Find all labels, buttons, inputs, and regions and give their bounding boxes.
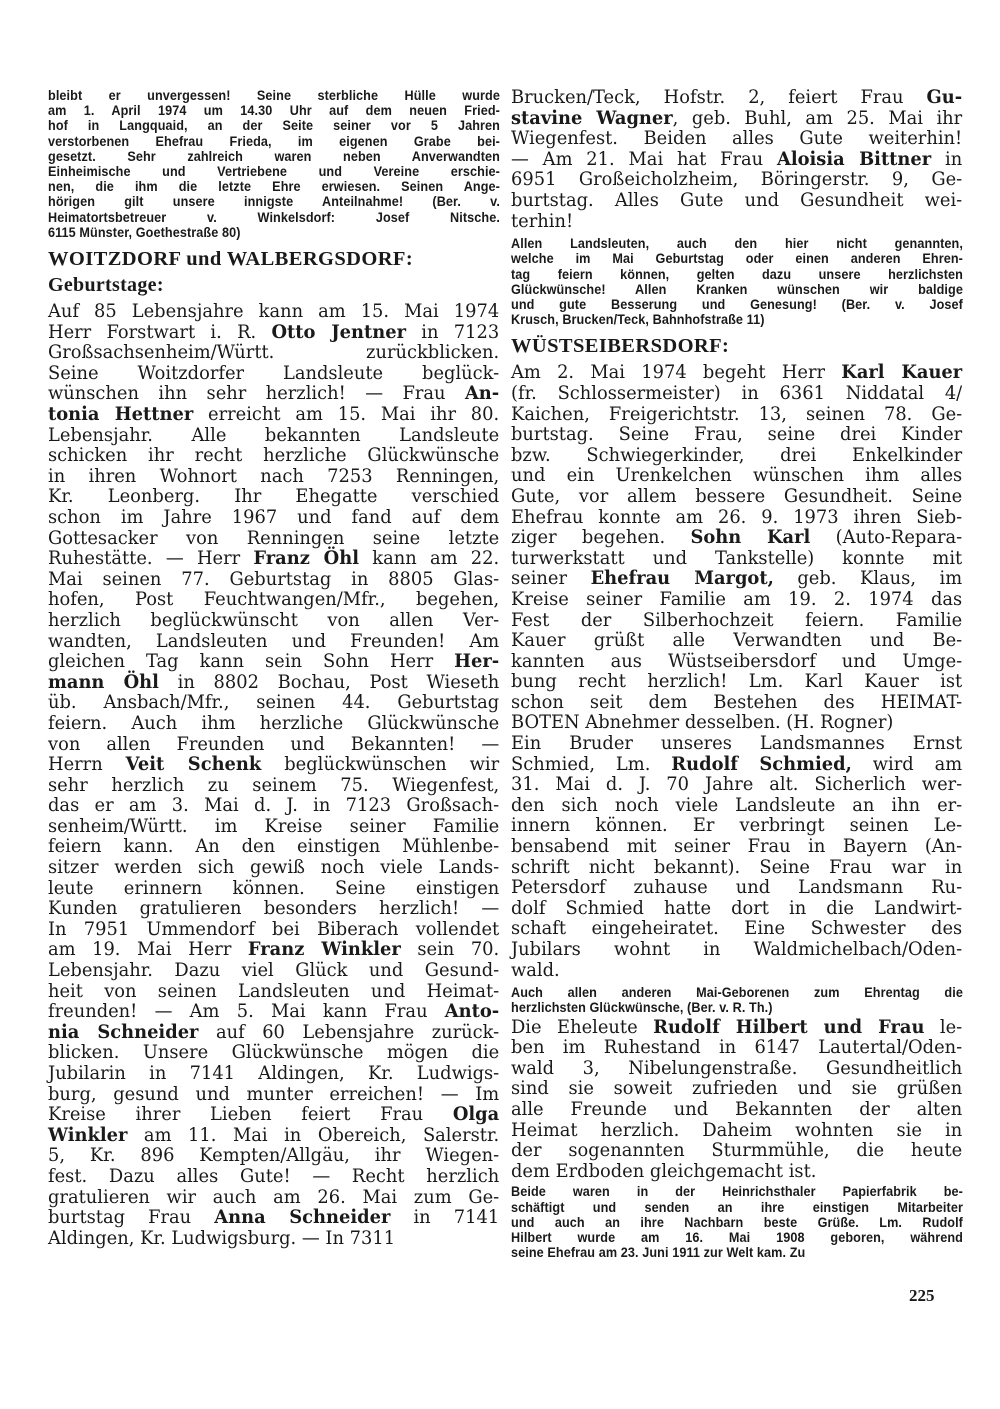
text-line: hof in Langquaid, an der Seite seiner vor 5 Jahren xyxy=(48,118,500,134)
text-line: Gottesacker von Renningen seine letzte xyxy=(48,527,500,549)
text-line: schicken ihr recht herzliche Glückwünsche xyxy=(48,445,500,467)
text-line: ziger begehen. Sohn Karl (Auto-Repara- xyxy=(511,527,963,549)
text-line: Auch allen anderen Mai-Geborenen zum Ehrentag die xyxy=(511,985,963,1001)
hilbert-paragraph xyxy=(511,1018,962,1183)
text-line: alle Freunde und Bekannten der alten xyxy=(511,1098,963,1120)
text-line: burtstag. Alles Gute und Gesundheit wei- xyxy=(511,189,963,211)
text-line: Jubilars wohnt in Waldmichelbach/Oden- xyxy=(511,939,963,960)
text-line: üb. Ansbach/Mfr., seinen 44. Geburtstag xyxy=(48,692,500,714)
text-line: heit von seinen Landsleuten und Heimat- xyxy=(48,980,500,1002)
text-line: blicken. Unsere Glückwünsche mögen die xyxy=(48,1042,500,1064)
text-line: Lebensjahr. Alle bekannten Landsleute xyxy=(48,424,500,446)
text-line: Ehefrau konnte am 26. 9. 1973 ihren Sieb- xyxy=(511,506,963,528)
text-line: verstorbenen Ehefrau Frieda, im eigenen Grabe bei- xyxy=(48,133,500,149)
text-line: fest. Dazu alles Gute! — Recht herzlich xyxy=(48,1165,500,1187)
text-line: innern können. Er verbringt seinen Le- xyxy=(511,815,963,837)
text-line: seiner Ehefrau Margot, geb. Klaus, im xyxy=(511,568,963,590)
text-line: 6951 Großeicholzheim, Böringerstr. 9, Ge- xyxy=(511,169,963,191)
text-line: sind sie soweit zufrieden und sie grüßen xyxy=(511,1078,963,1100)
may-note xyxy=(511,985,963,1015)
text-line: BOTEN Abnehmer desselben. (H. Rogner) xyxy=(511,712,894,734)
text-line: Brucken/Teck, Hofstr. 2, feiert Frau Gu- xyxy=(511,87,963,108)
text-line: leute erinnern können. Seine einstigen xyxy=(48,877,500,899)
text-line: kannten aus Wüstseibersdorf und Umge- xyxy=(511,650,963,672)
text-line: 5, Kr. 896 Kempten/Allgäu, ihr Wiegen- xyxy=(48,1145,500,1167)
text-line: seine Ehefrau am 23. Juni 1911 zur Welt kam. Zu xyxy=(511,1245,806,1261)
text-line: sehr herzlich zu seinem 75. Wiegenfest, xyxy=(48,774,500,796)
text-line: Glückwünsche! Allen Kranken wünschen wir baldige xyxy=(511,281,963,297)
greetings-note xyxy=(511,236,963,327)
text-line: gleichen Tag kann sein Sohn Herr Her- xyxy=(48,651,500,673)
text-line: Lebensjahr. Dazu viel Glück und Gesund- xyxy=(48,960,500,982)
text-line: Kreise ihrer Lieben feiert Frau Olga xyxy=(48,1104,500,1126)
text-line: Beide waren in der Heinrichsthaler Papierfabrik be- xyxy=(511,1184,963,1200)
text-line: schrift nicht bekannt). Seine Frau war in xyxy=(511,856,963,878)
text-line: Heimat herzlich. Daheim wohnten sie in xyxy=(511,1119,963,1141)
text-line: Die Eheleute Rudolf Hilbert und Frau le- xyxy=(511,1016,963,1038)
text-line: und auch an ihre Nachbarn beste Grüße. Lm. Rudolf xyxy=(511,1214,963,1230)
text-line: Winkler am 11. Mai in Obereich, Salerstr. xyxy=(48,1124,500,1146)
text-line: Seine Woitzdorfer Landsleute beglück- xyxy=(48,362,500,384)
text-line: schon seit dem Bestehen des HEIMAT- xyxy=(511,691,963,713)
text-line: herzlichsten Glückwünsche, (Ber. v. R. Th.) xyxy=(511,1000,773,1016)
text-line: und ein Urenkelchen wünschen ihm alles xyxy=(511,465,963,487)
left-column xyxy=(48,88,500,1253)
text-line: Kauer grüßt alle Verwandten und Be- xyxy=(511,630,963,652)
text-line: bzw. Schwiegerkinder, drei Enkelkinder xyxy=(511,444,963,466)
text-line: Kreise seiner Familie am 19. 2. 1974 das xyxy=(511,588,963,610)
hilbert-note xyxy=(511,1184,963,1260)
schmied-paragraph xyxy=(511,734,962,981)
text-line: stavine Wagner, geb. Buhl, am 25. Mai ihr xyxy=(511,107,963,129)
text-line: Am 2. Mai 1974 begeht Herr Karl Kauer xyxy=(511,362,963,384)
page-number: 225 xyxy=(909,1286,935,1305)
text-line: den sich noch viele Landsleute an ihn er- xyxy=(511,794,963,816)
text-line: (fr. Schlossermeister) in 6361 Niddatal 4/ xyxy=(511,382,963,404)
continuation-paragraph xyxy=(511,88,962,232)
text-line: mann Öhl in 8802 Bochau, Post Wieseth xyxy=(48,671,500,693)
text-line: Gute, vor allem bessere Gesundheit. Seine xyxy=(511,485,963,507)
text-line: burtstag Frau Anna Schneider in 7141 xyxy=(48,1207,500,1229)
text-line: dem Erdboden gleichgemacht ist. xyxy=(511,1160,817,1182)
section-heading-wuestseibersdorf: WÜSTSEIBERSDORF: xyxy=(511,335,730,358)
text-line: bensabend mit seiner Frau in Bayern (An- xyxy=(511,836,963,858)
text-line: schon im Jahre 1967 und fand auf dem xyxy=(48,506,500,528)
sub-heading-geburtstage: Geburtstage: xyxy=(48,274,164,297)
text-line: In 7951 Ummendorf bei Biberach vollendet xyxy=(48,918,500,940)
text-line: Hilbert wurde am 16. Mai 1908 geboren, während xyxy=(511,1229,963,1245)
text-line: Krusch, Brucken/Teck, Bahnhofstraße 11) xyxy=(511,312,765,328)
text-line: feiern kann. An den einstigen Mühlenbe- xyxy=(48,836,500,858)
section-heading-woitzdorf: WOITZDORF und WALBERGSDORF: xyxy=(48,248,414,271)
text-line: nen, die ihm die letzte Ehre erwiesen. Seinen Ange- xyxy=(48,179,500,195)
text-line: Aldingen, Kr. Ludwigsburg. — In 7311 xyxy=(48,1227,396,1249)
right-column xyxy=(511,88,963,1266)
text-line: 31. Mai d. J. 70 Jahre alt. Sicherlich wer- xyxy=(511,774,963,796)
text-line: in ihren Wohnort nach 7253 Renningen, xyxy=(48,465,500,487)
text-line: Mai seinen 77. Geburtstag in 8805 Glas- xyxy=(48,568,500,590)
text-line: der sogenannten Sturmmühle, die heute xyxy=(511,1140,963,1162)
text-line: ben im Ruhestand in 6147 Lautertal/Oden- xyxy=(511,1037,963,1059)
text-line: von allen Freunden und Bekannten! — xyxy=(48,733,500,755)
text-line: hofen, Post Feuchtwangen/Mfr., begehen, xyxy=(48,589,500,611)
text-line: welche im Mai Geburtstag oder einen anderen Ehren- xyxy=(511,251,963,267)
text-line: nia Schneider auf 60 Lebensjahre zurück- xyxy=(48,1021,500,1043)
text-line: burtstag. Seine Frau, seine drei Kinder xyxy=(511,424,963,446)
text-line: dolf Schmied hatte dort in die Landwirt- xyxy=(511,897,963,919)
text-line: Herrn Veit Schenk beglückwünschen wir xyxy=(48,754,500,776)
text-line: Jubilarin in 7141 Aldingen, Kr. Ludwigs- xyxy=(48,1063,500,1084)
text-line: Auf 85 Lebensjahre kann am 15. Mai 1974 xyxy=(48,301,500,323)
kauer-paragraph xyxy=(511,363,962,734)
text-line: und gute Besserung und Genesung! (Ber. v. Josef xyxy=(511,296,963,312)
birthdays-paragraph xyxy=(48,302,499,1249)
text-line: — Am 21. Mai hat Frau Aloisia Bittner in xyxy=(511,148,963,170)
text-line: Kunden gratulieren besonders herzlich! — xyxy=(48,898,500,920)
text-line: 6115 Münster, Goethestraße 80) xyxy=(48,224,241,240)
text-line: gratulieren wir auch am 26. Mai zum Ge- xyxy=(48,1186,500,1208)
text-line: am 1. April 1974 um 14.30 Uhr auf dem neuen Fried- xyxy=(48,103,500,119)
text-line: schaft eingeheiratet. Eine Schwester des xyxy=(511,918,963,940)
text-line: wald. xyxy=(511,959,560,981)
text-line: feiern. Auch ihm herzliche Glückwünsche xyxy=(48,712,500,734)
text-line: wandten, Landsleuten und Freunden! Am xyxy=(48,630,500,652)
text-line: Herr Forstwart i. R. Otto Jentner in 7123 xyxy=(48,321,500,343)
text-line: am 19. Mai Herr Franz Winkler sein 70. xyxy=(48,939,500,961)
text-line: Einheimische und Vertriebene und Vereine erschie- xyxy=(48,164,500,180)
text-line: Großsachsenheim/Württ. zurückblicken. xyxy=(48,342,500,364)
text-line: gesetzt. Sehr zahlreich waren neben Anverwandten xyxy=(48,148,500,164)
obituary-paragraph xyxy=(48,88,500,240)
text-line: bung recht herzlich! Lm. Karl Kauer ist xyxy=(511,671,963,693)
text-line: turwerkstatt und Tankstelle) konnte mit xyxy=(511,547,963,569)
text-line: Heimatortsbetreuer v. Winkelsdorf: Josef Nitsche. xyxy=(48,209,500,225)
text-line: herzlich beglückwünscht von allen Ver- xyxy=(48,609,500,631)
text-line: Ruhestätte. — Herr Franz Öhl kann am 22. xyxy=(48,548,500,570)
text-line: burg, gesund und munter erreichen! — Im xyxy=(48,1083,500,1105)
text-line: wünschen ihn sehr herzlich! — Frau An- xyxy=(48,383,500,405)
text-line: wald 3, Nibelungenstraße. Gesundheitlich xyxy=(511,1057,963,1079)
text-line: Kr. Leonberg. Ihr Ehegatte verschied xyxy=(48,486,500,508)
text-line: Wiegenfest. Beiden alles Gute weiterhin! xyxy=(511,128,963,150)
text-line: schäftigt und senden an ihre einstigen Mitarbeiter xyxy=(511,1199,963,1215)
text-line: tag feiern können, gelten dazu unsere herzlichsten xyxy=(511,266,963,282)
text-line: terhin! xyxy=(511,210,574,232)
text-line: freunden! — Am 5. Mai kann Frau Anto- xyxy=(48,1001,500,1023)
text-line: senheim/Württ. im Kreise seiner Familie xyxy=(48,815,500,837)
text-line: Petersdorf zuhause und Landsmann Ru- xyxy=(511,877,963,899)
text-line: Schmied, Lm. Rudolf Schmied, wird am xyxy=(511,753,963,775)
text-line: Ein Bruder unseres Landsmannes Ernst xyxy=(511,733,963,755)
text-line: Fest der Silberhochzeit feiern. Familie xyxy=(511,609,963,631)
text-line: Kaichen, Freigerichtstr. 13, seinen 78. Ge- xyxy=(511,403,963,425)
text-line: Allen Landsleuten, auch den hier nicht genannten, xyxy=(511,236,963,252)
text-line: hörigen gilt unsere innigste Anteilnahme! (Ber. v. xyxy=(48,194,500,210)
text-line: bleibt er unvergessen! Seine sterbliche Hülle wurde xyxy=(48,88,500,103)
text-line: das er am 3. Mai d. J. in 7123 Großsach- xyxy=(48,795,500,817)
text-line: sitzer werden sich gewiß noch viele Lands- xyxy=(48,857,500,879)
text-line: tonia Hettner erreicht am 15. Mai ihr 80. xyxy=(48,404,500,425)
